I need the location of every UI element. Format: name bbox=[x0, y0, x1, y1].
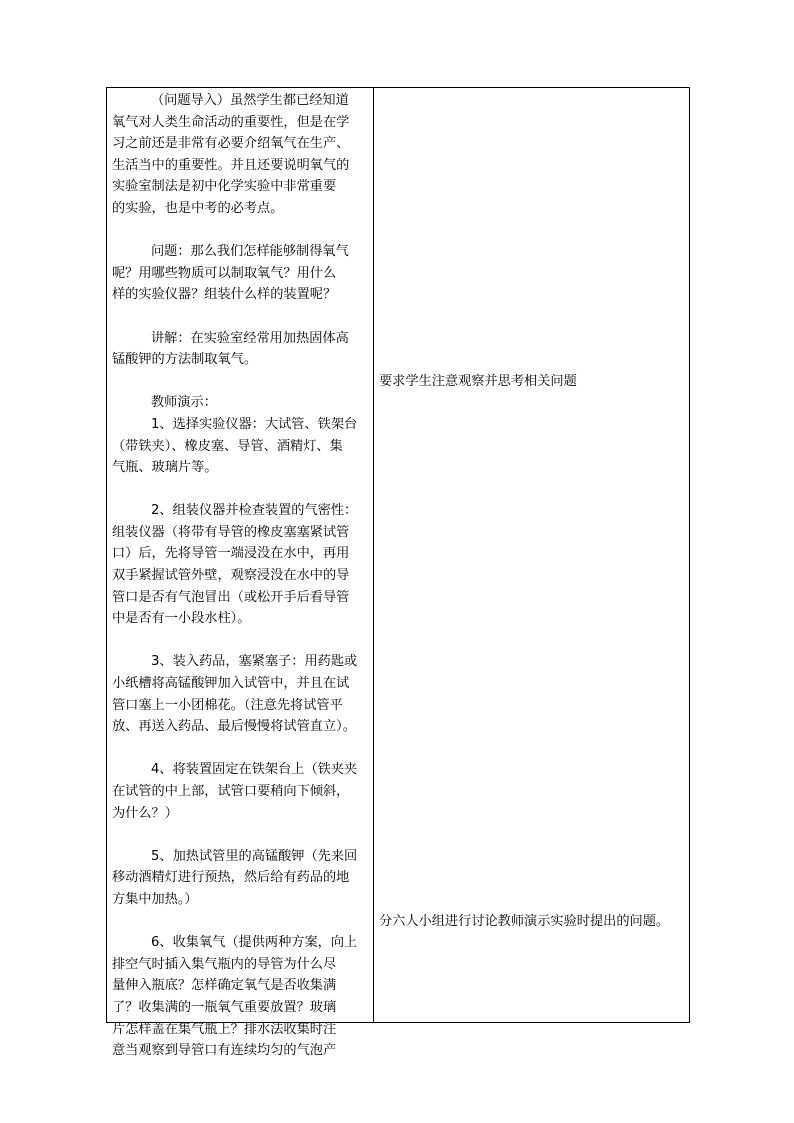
blank-line bbox=[112, 306, 370, 328]
blank-line bbox=[112, 371, 370, 393]
blank-line bbox=[112, 738, 370, 760]
content-line: 量伸入瓶底？怎样确定氧气是否收集满 bbox=[112, 978, 337, 994]
content-line: 管口塞上一小团棉花。（注意先将试管平 bbox=[112, 697, 343, 713]
content-line: 3、装入药品，塞紧塞子：用药匙或 bbox=[151, 654, 358, 670]
content-line: （问题导入）虽然学生都已经知道 bbox=[151, 93, 349, 108]
activity-note: 要求学生注意观察并思考相关问题 bbox=[379, 373, 577, 389]
content-line: 气瓶、玻璃片等。 bbox=[112, 460, 218, 476]
content-line: 放、再送入药品、最后慢慢将试管直立）。 bbox=[112, 719, 356, 735]
content-line: 在试管的中上部，试管口要稍向下倾斜， bbox=[112, 784, 350, 799]
column-divider bbox=[373, 88, 374, 1022]
content-line: 问题：那么我们怎样能够制得氧气 bbox=[151, 244, 349, 260]
content-line: 呢？用哪些物质可以制取氧气？用什么 bbox=[112, 265, 337, 281]
content-line: 了？收集满的一瓶氧气重要放置？玻璃 bbox=[112, 999, 337, 1015]
teaching-content-column bbox=[112, 90, 370, 1062]
content-line: 中是否有一小段水柱）。 bbox=[112, 611, 251, 627]
content-line: （带铁夹）、橡皮塞、导管、酒精灯、集 bbox=[112, 438, 343, 454]
content-line: 为什么？） bbox=[112, 805, 178, 821]
content-line: 讲解：在实验室经常用加热固体高 bbox=[151, 330, 349, 346]
content-line: 组装仪器（将带有导管的橡皮塞塞紧试管 bbox=[112, 524, 350, 540]
content-line: 生活当中的重要性。并且还要说明氧气的 bbox=[112, 157, 350, 173]
content-line: 管口是否有气泡冒出（或松开手后看导管 bbox=[112, 589, 350, 605]
content-line: 意当观察到导管口有连续均匀的气泡产 bbox=[112, 1043, 337, 1059]
activity-note: 分六人小组进行讨论教师演示实验时提出的问题。 bbox=[379, 913, 670, 929]
content-line: 样的实验仪器？组装什么样的装置呢？ bbox=[112, 287, 337, 303]
content-line: 1、选择实验仪器：大试管、铁架台 bbox=[151, 416, 358, 432]
content-line: 排空气时插入集气瓶内的导管为什么尽 bbox=[112, 956, 337, 972]
content-line: 5、加热试管里的高锰酸钾（先来回 bbox=[151, 848, 358, 864]
content-line: 双手紧握试管外壁，观察浸没在水中的导 bbox=[112, 568, 350, 584]
blank-line bbox=[112, 630, 370, 652]
blank-line bbox=[112, 824, 370, 846]
lesson-table bbox=[106, 87, 690, 1059]
content-line: 教师演示： bbox=[151, 395, 217, 411]
content-line: 6、收集氧气（提供两种方案，向上 bbox=[151, 935, 358, 951]
content-line: 2、组装仪器并检查装置的气密性： bbox=[151, 503, 358, 519]
content-line: 移动酒精灯进行预热，然后给有药品的地 bbox=[112, 870, 350, 886]
content-line: 氧气对人类生命活动的重要性，但是在学 bbox=[112, 114, 350, 130]
content-line: 的实验，也是中考的必考点。 bbox=[112, 200, 284, 216]
content-line: 锰酸钾的方法制取氧气。 bbox=[112, 352, 258, 368]
content-line: 4、将装置固定在铁架台上（铁夹夹 bbox=[151, 762, 358, 778]
content-line: 片怎样盖在集气瓶上？排水法收集时注 bbox=[112, 1021, 337, 1037]
content-line: 实验室制法是初中化学实验中非常重要 bbox=[112, 179, 337, 195]
blank-line bbox=[112, 911, 370, 933]
content-line: 习之前还是非常有必要介绍氧气在生产、 bbox=[112, 136, 350, 152]
content-line: 方集中加热。） bbox=[112, 891, 198, 907]
content-line: 小纸槽将高锰酸钾加入试管中，并且在试 bbox=[112, 676, 350, 692]
content-line: 口）后，先将导管一端浸没在水中，再用 bbox=[112, 546, 350, 562]
blank-line bbox=[112, 479, 370, 501]
blank-line bbox=[112, 220, 370, 242]
